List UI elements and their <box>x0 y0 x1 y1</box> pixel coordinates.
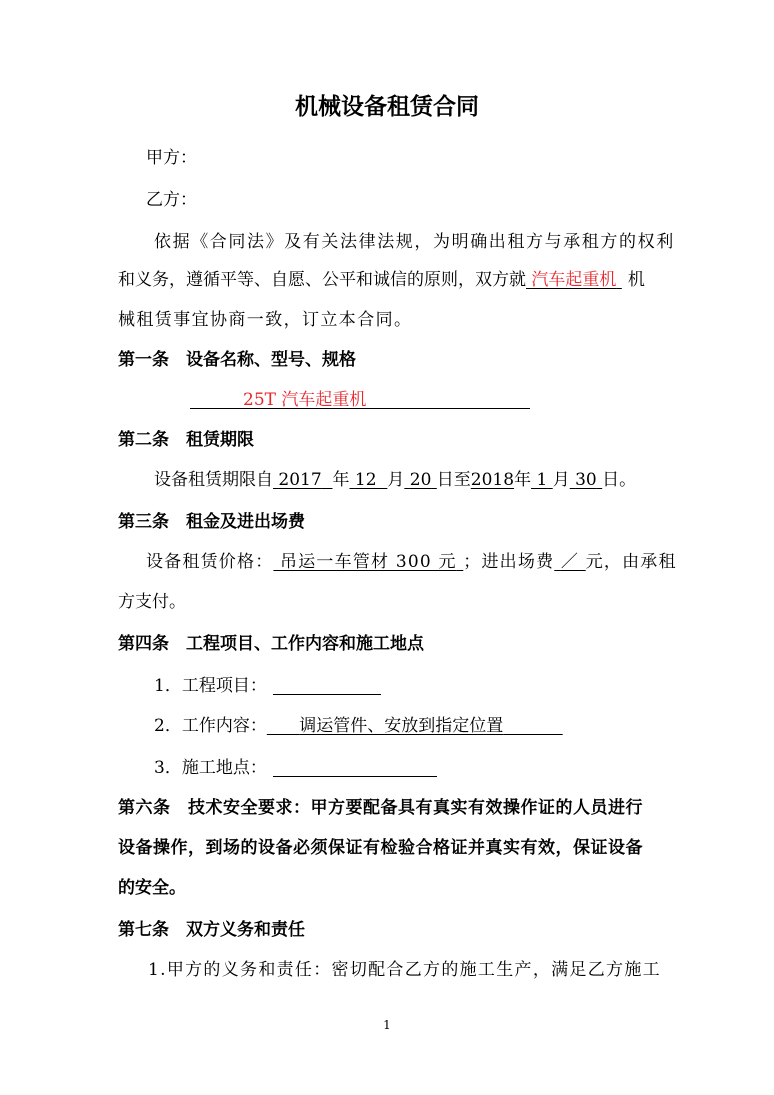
start-year-unit: 年 <box>332 470 350 490</box>
end-year: 2018 <box>470 470 515 490</box>
equipment-model: 25T 汽车起重机 <box>243 390 367 410</box>
article-3-heading: 第三条 租金及进出场费 <box>118 512 305 532</box>
start-year: 2017 <box>278 470 322 490</box>
article-6-line-2: 设备操作，到场的设备必须保证有检验合格证并真实有效，保证设备 <box>118 838 643 858</box>
site-location-blank <box>273 758 437 777</box>
work-content-label: 2．工作内容： <box>154 716 267 736</box>
to-label: 日至 <box>436 470 471 490</box>
article-6-line-1: 第六条 技术安全要求：甲方要配备具有真实有效操作证的人员进行 <box>118 798 643 818</box>
entry-fee-value: ／ <box>560 552 580 572</box>
intro-text-end: 机 <box>627 270 645 290</box>
end-day-unit: 日。 <box>602 470 637 490</box>
article-2-heading: 第二条 租赁期限 <box>118 430 254 450</box>
start-month: 12 <box>354 470 377 490</box>
article-1-heading: 第一条 设备名称、型号、规格 <box>118 350 356 370</box>
site-location-line <box>154 756 437 780</box>
party-a-label: 甲方： <box>146 148 197 168</box>
rental-price-value: 吊运一车管材 300 元 <box>280 552 457 572</box>
lease-period-line <box>154 468 636 492</box>
rental-price-label: 设备租赁价格： <box>146 552 274 572</box>
rental-price-line-2: 方支付。 <box>118 592 186 612</box>
article-4-heading: 第四条 工程项目、工作内容和施工地点 <box>118 634 424 654</box>
project-item-line <box>154 674 381 698</box>
end-month-unit: 月 <box>552 470 570 490</box>
intro-line-2 <box>118 268 645 292</box>
equipment-name-field <box>526 270 622 290</box>
article-6-line-3: 的安全。 <box>118 878 186 898</box>
entry-fee-label: ；进出场费 <box>463 552 555 572</box>
end-day: 30 <box>575 470 597 490</box>
work-content-line <box>154 714 563 738</box>
rental-price-line <box>146 550 677 574</box>
page-number: 1 <box>383 1018 391 1032</box>
site-location-label: 3．施工地点： <box>154 758 267 778</box>
work-content-value: 调运管件、安放到指定位置 <box>299 716 504 736</box>
start-day: 20 <box>409 470 432 490</box>
entry-fee-suffix: 元，由承租 <box>585 552 677 572</box>
intro-line-1: 依据《合同法》及有关法律法规，为明确出租方与承租方的权利 <box>154 232 675 252</box>
article-7-line-1: 1.甲方的义务和责任：密切配合乙方的施工生产，满足乙方施工 <box>148 960 661 980</box>
project-item-label: 1．工程项目： <box>154 676 267 696</box>
article-7-heading: 第七条 双方义务和责任 <box>118 920 305 940</box>
end-month: 1 <box>536 470 548 490</box>
start-month-unit: 月 <box>387 470 405 490</box>
end-year-unit: 年 <box>514 470 532 490</box>
equipment-name: 汽车起重机 <box>531 270 617 290</box>
intro-line-3: 械租赁事宜协商一致，订立本合同。 <box>118 310 413 330</box>
intro-text: 和义务，遵循平等、自愿、公平和诚信的原则，双方就 <box>118 270 526 290</box>
lease-period-label: 设备租赁期限自 <box>154 470 273 490</box>
project-item-blank <box>273 676 381 695</box>
document-title: 机械设备租赁合同 <box>295 94 479 120</box>
party-b-label: 乙方： <box>146 190 197 210</box>
